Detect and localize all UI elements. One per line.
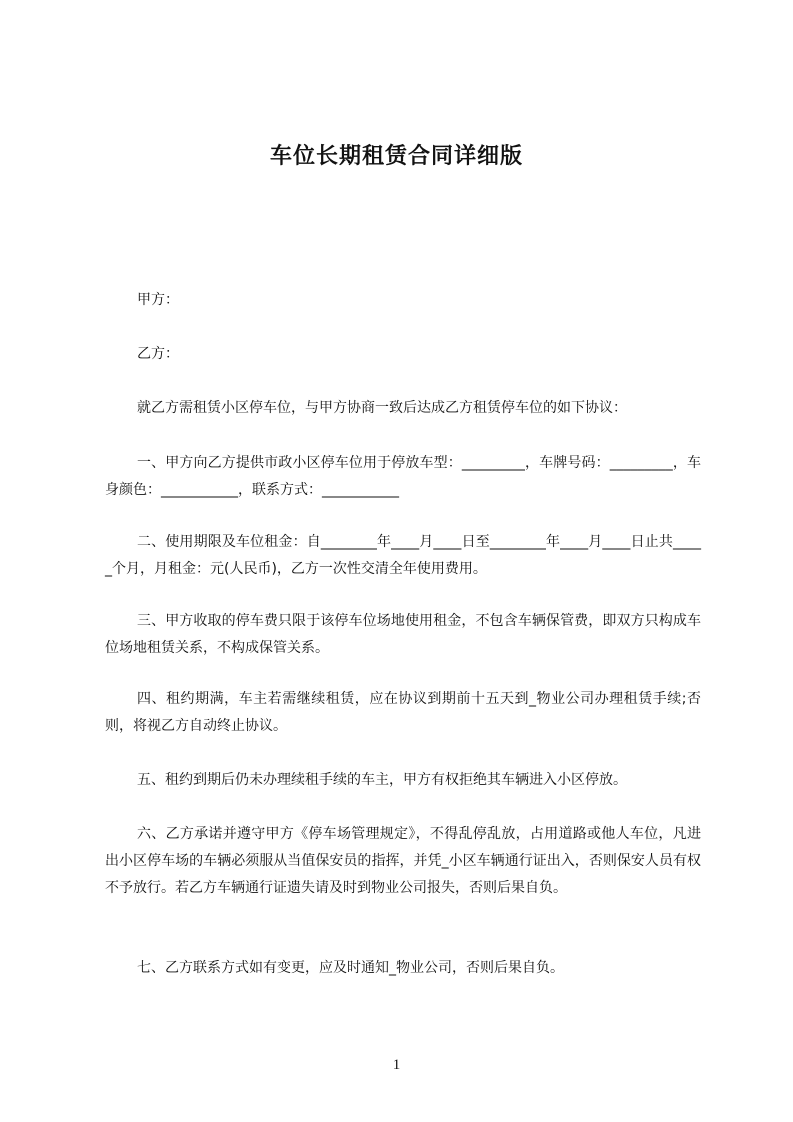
clause-2: 二、使用期限及车位租金：自________年____月____日至________年____月____日止共_____个月，月租金：元(人民币)，乙方一次性交清全年使用费用。 xyxy=(105,534,701,577)
party-b-line: 乙方： xyxy=(137,346,179,362)
document-title: 车位长期租赁合同详细版 xyxy=(269,144,523,169)
page-number: 1 xyxy=(392,1057,401,1073)
clause-3: 三、甲方收取的停车费只限于该停车位场地使用租金，不包含车辆保管费，即双方只构成车位场地租赁关系，不构成保管关系。 xyxy=(105,613,701,656)
party-a-line: 甲方： xyxy=(137,292,179,308)
clause-1: 一、甲方向乙方提供市政小区停车位用于停放车型：_________，车牌号码：_________，车身颜色：___________，联系方式：___________ xyxy=(105,455,701,498)
intro-paragraph: 就乙方需租赁小区停车位，与甲方协商一致后达成乙方租赁停车位的如下协议： xyxy=(137,400,627,416)
clause-6: 六、乙方承诺并遵守甲方《停车场管理规定》，不得乱停乱放，占用道路或他人车位，凡进出小区停车场的车辆必须服从当值保安员的指挥，并凭_小区车辆通行证出入，否则保安人员有权不予放行。若乙方车辆通行证遗失请及时到物业公司报失，否则后果自负。 xyxy=(105,826,701,896)
clause-7: 七、乙方联系方式如有变更，应及时通知_物业公司，否则后果自负。 xyxy=(137,960,564,976)
clause-4: 四、租约期满，车主若需继续租赁，应在协议到期前十五天到_物业公司办理租赁手续;否则，将视乙方自动终止协议。 xyxy=(105,691,701,734)
clause-5: 五、租约到期后仍未办理续租手续的车主，甲方有权拒绝其车辆进入小区停放。 xyxy=(137,772,627,788)
